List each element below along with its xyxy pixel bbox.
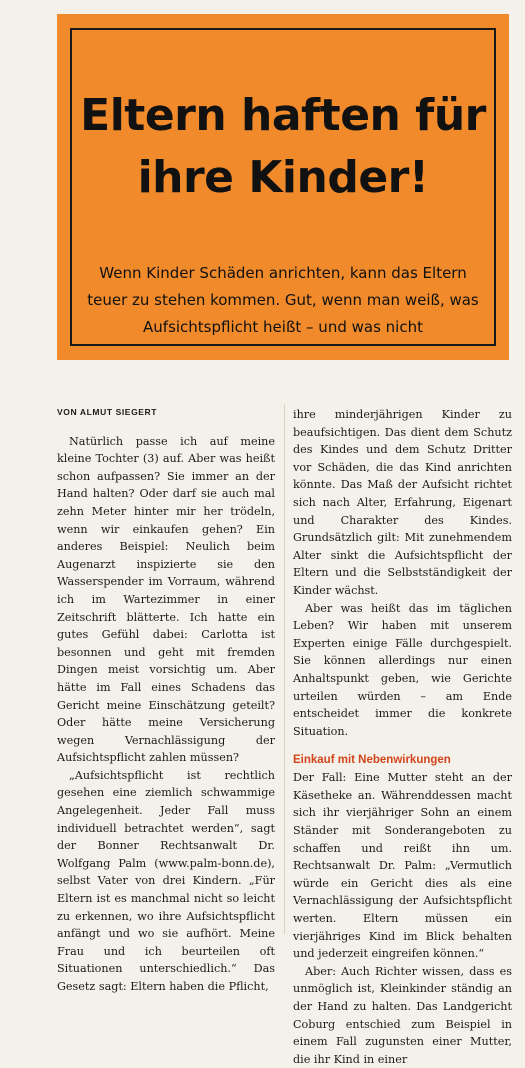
headline-box [57, 14, 509, 360]
paragraph: Aber: Auch Richter wissen, dass es unmöglich ist, Kleinkinder ständig an der Hand zu halten. Das Landgericht Coburg entschied zum Beispiel in einem Fall zugunsten einer Mutter, die ihr Kind in einer [293, 964, 512, 1066]
article-subtitle: Wenn Kinder Schäden anrichten, kann das Eltern teuer zu stehen kommen. Gut, wenn man weiß, was Aufsichtspflicht heißt – und was nicht [87, 264, 479, 336]
article-title: Eltern haften für ihre Kinder! [80, 90, 486, 203]
section-subhead: Einkauf mit Nebenwirkungen [293, 754, 451, 767]
left-column [57, 404, 275, 996]
headline-frame [70, 28, 496, 346]
paragraph: Der Fall: Eine Mutter steht an der Käsetheke an. Währenddessen macht sich ihr vierjähriger Sohn an einem Ständer mit Sonderangeboten zu schaffen und reißt ihn um. Rechtsanwalt Dr. Palm: „Vermutlich würde ein Gericht dies als eine Vernachlässigung der Aufsichtspflicht werten. Eltern müssen ein vierjähriges Kind im Blick behalten und jederzeit eingreifen können.“ [293, 771, 512, 961]
paragraph: ihre minderjährigen Kinder zu beaufsichtigen. Das dient dem Schutz des Kindes und dem Schutz Dritter vor Schäden, die das Kind anrichten könnte. Das Maß der Aufsicht richtet sich nach Alter, Erfahrung, Eigenart und Charakter des Kindes. Grundsätzlich gilt: Mit zunehmendem Alter sinkt die Aufsichtspflicht der Eltern und die Selbstständigkeit der Kinder wächst. [293, 408, 512, 597]
paragraph: Aber was heißt das im täglichen Leben? Wir haben mit unserem Experten einige Fälle durchgespielt. Sie können allerdings nur einen Anhaltspunkt geben, wie Gerichte urteilen würden – am Ende entscheidet immer die konkrete Situation. [293, 601, 512, 738]
byline: VON ALMUT SIEGERT [57, 407, 158, 417]
paragraph: Natürlich passe ich auf meine kleine Tochter (3) auf. Aber was heißt schon aufpassen? Sie immer an der Hand halten? Oder darf sie auch mal zehn Meter hinter mir her trödeln, wenn wir einkaufen gehen? Ein anderes Beispiel: Neulich beim Augenarzt inspizierte sie den Wasserspender im Vorraum, während ich im Wartezimmer in einer Zeitschrift blätterte. Ich hatte ein gutes Gefühl dabei: Carlotta ist besonnen und geht mit fremden Dingen meist vorsichtig um. Aber hätte im Fall eines Schadens das Gericht meine Einschätzung geteilt? Oder hätte meine Versicherung wegen Vernachlässigung der Aufsichtspflicht zahlen müssen? [57, 434, 275, 765]
column-divider [284, 404, 285, 934]
right-column [293, 406, 512, 1068]
paragraph: „Aufsichtspflicht ist rechtlich gesehen eine ziemlich schwammige Angelegenheit. Jeder Fall muss individuell betrachtet werden“, sagt der Bonner Rechtsanwalt Dr. Wolfgang Palm (www.palm-bonn.de), selbst Vater von drei Kindern. „Für Eltern ist es manchmal nicht so leicht zu erkennen, wo ihre Aufsichtspflicht anfängt und wo sie aufhört. Meine Frau und ich beurteilen oft Situationen unterschiedlich.“ Das Gesetz sagt: Eltern haben die Pflicht, [57, 768, 275, 993]
